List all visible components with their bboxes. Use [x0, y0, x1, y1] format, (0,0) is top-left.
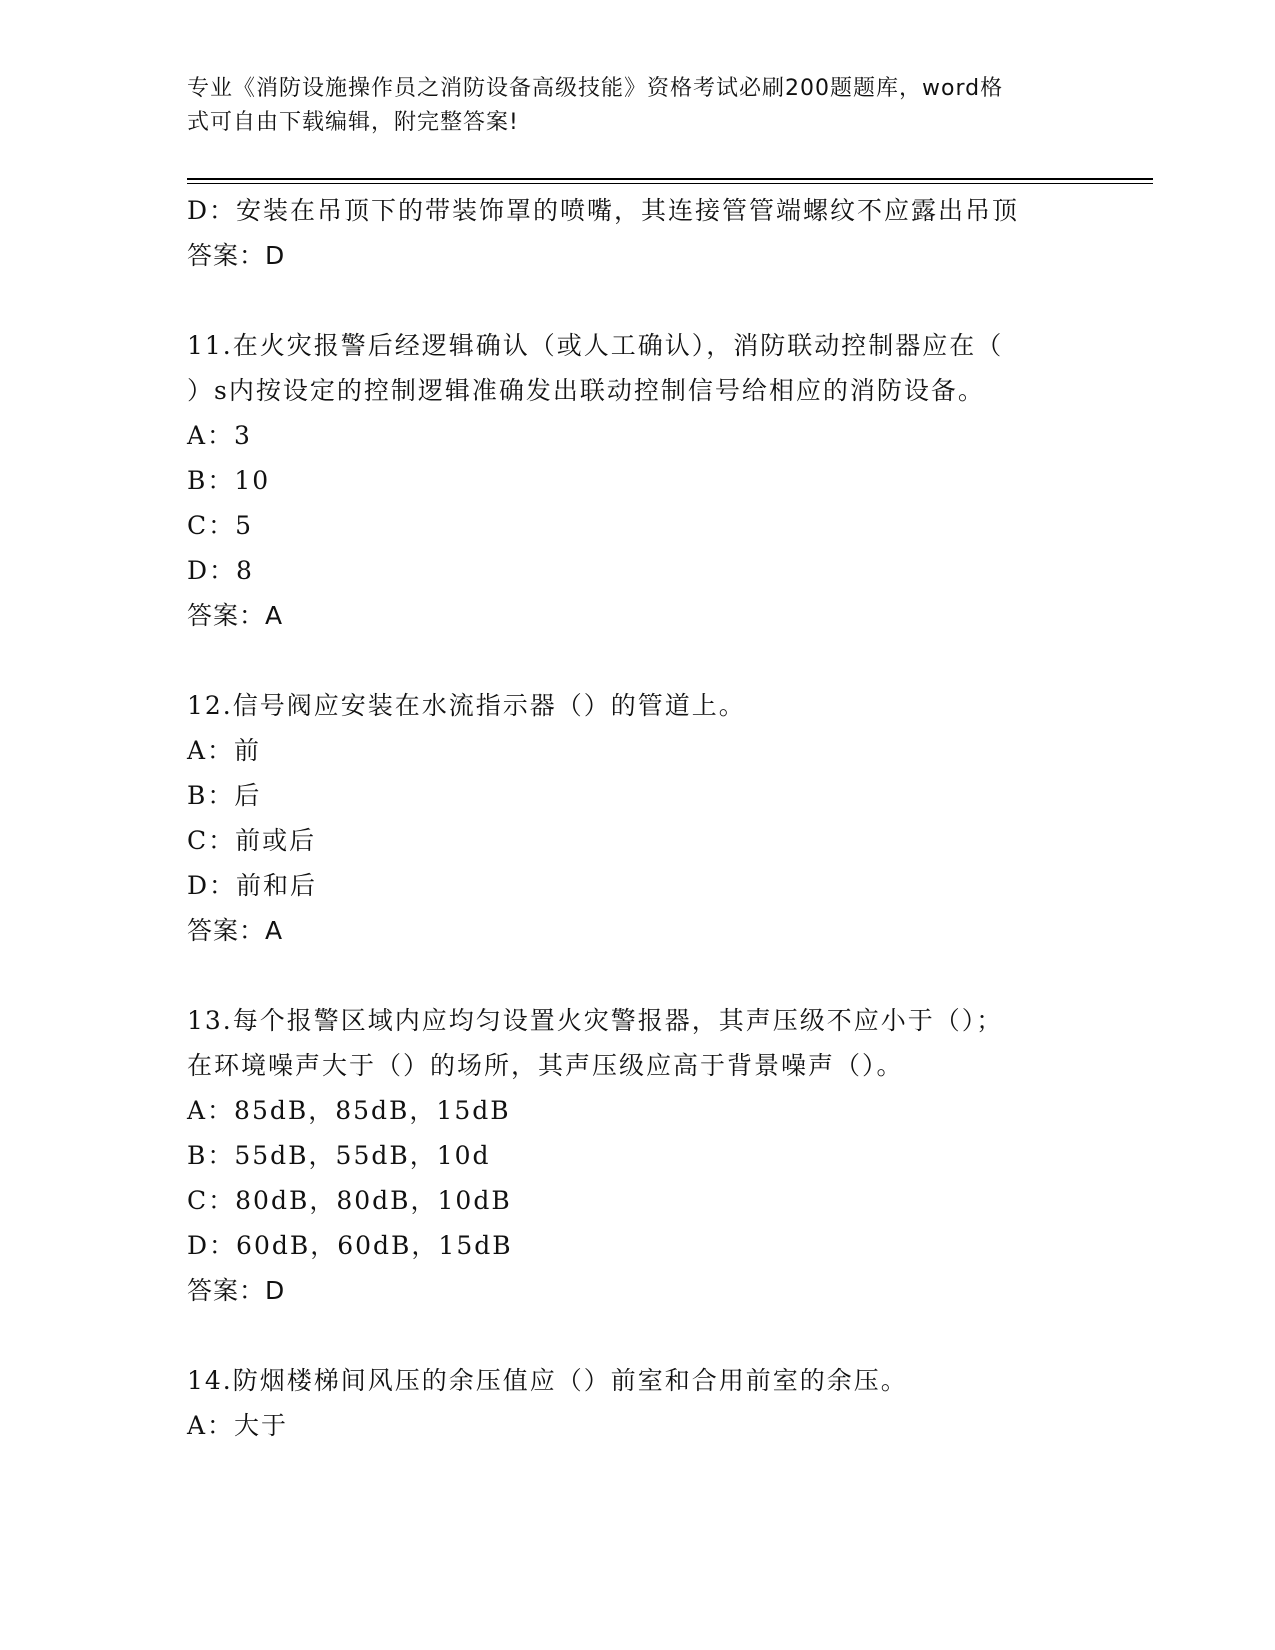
option-a: A：大于 [187, 1411, 289, 1440]
option-d: D：安装在吊顶下的带装饰罩的喷嘴，其连接管管端螺纹不应露出吊顶 [187, 196, 1020, 225]
option-c: C：前或后 [187, 826, 317, 855]
answer: 答案：A [187, 916, 284, 945]
option-d: D：60dB，60dB，15dB [187, 1231, 513, 1260]
spacer [187, 1313, 1087, 1358]
question-text-line-1: 13.每个报警区域内应均匀设置火灾警报器，其声压级不应小于（）； [187, 1006, 1004, 1035]
option-a: A：3 [187, 421, 252, 450]
document-header [187, 72, 1087, 140]
question-text-line-1: 14.防烟楼梯间风压的余压值应（）前室和合用前室的余压。 [187, 1366, 908, 1395]
header-divider-thick [187, 178, 1153, 180]
question-text-line-1: 12.信号阀应安装在水流指示器（）的管道上。 [187, 691, 746, 720]
question-12 [187, 683, 1087, 953]
option-c: C：80dB，80dB，10dB [187, 1186, 512, 1215]
option-c: C：5 [187, 511, 254, 540]
question-list [187, 188, 1087, 1448]
question-text-line-2: ）s内按设定的控制逻辑准确发出联动控制信号给相应的消防设备。 [187, 376, 985, 405]
header-line-2: 式可自由下载编辑，附完整答案! [187, 110, 519, 135]
option-b: B：55dB，55dB，10d [187, 1141, 491, 1170]
answer: 答案：D [187, 1276, 286, 1305]
header-line-1: 专业《消防设施操作员之消防设备高级技能》资格考试必刷200题题库，word格 [187, 76, 1004, 101]
option-a: A：前 [187, 736, 262, 765]
answer: 答案：A [187, 601, 284, 630]
option-b: B：后 [187, 781, 262, 810]
question-text-line-1: 11.在火灾报警后经逻辑确认（或人工确认），消防联动控制器应在（ [187, 331, 1004, 360]
question-text-line-2: 在环境噪声大于（）的场所，其声压级应高于背景噪声（）。 [187, 1051, 904, 1080]
option-d: D：前和后 [187, 871, 318, 900]
option-d: D：8 [187, 556, 254, 585]
option-b: B：10 [187, 466, 271, 495]
question-prev [187, 188, 1087, 278]
spacer [187, 278, 1087, 323]
question-11 [187, 323, 1087, 638]
question-14 [187, 1358, 1087, 1448]
question-13 [187, 998, 1087, 1313]
answer: 答案：D [187, 241, 286, 270]
option-a: A：85dB，85dB，15dB [187, 1096, 511, 1125]
spacer [187, 638, 1087, 683]
spacer [187, 953, 1087, 998]
header-divider-thin [187, 183, 1153, 184]
